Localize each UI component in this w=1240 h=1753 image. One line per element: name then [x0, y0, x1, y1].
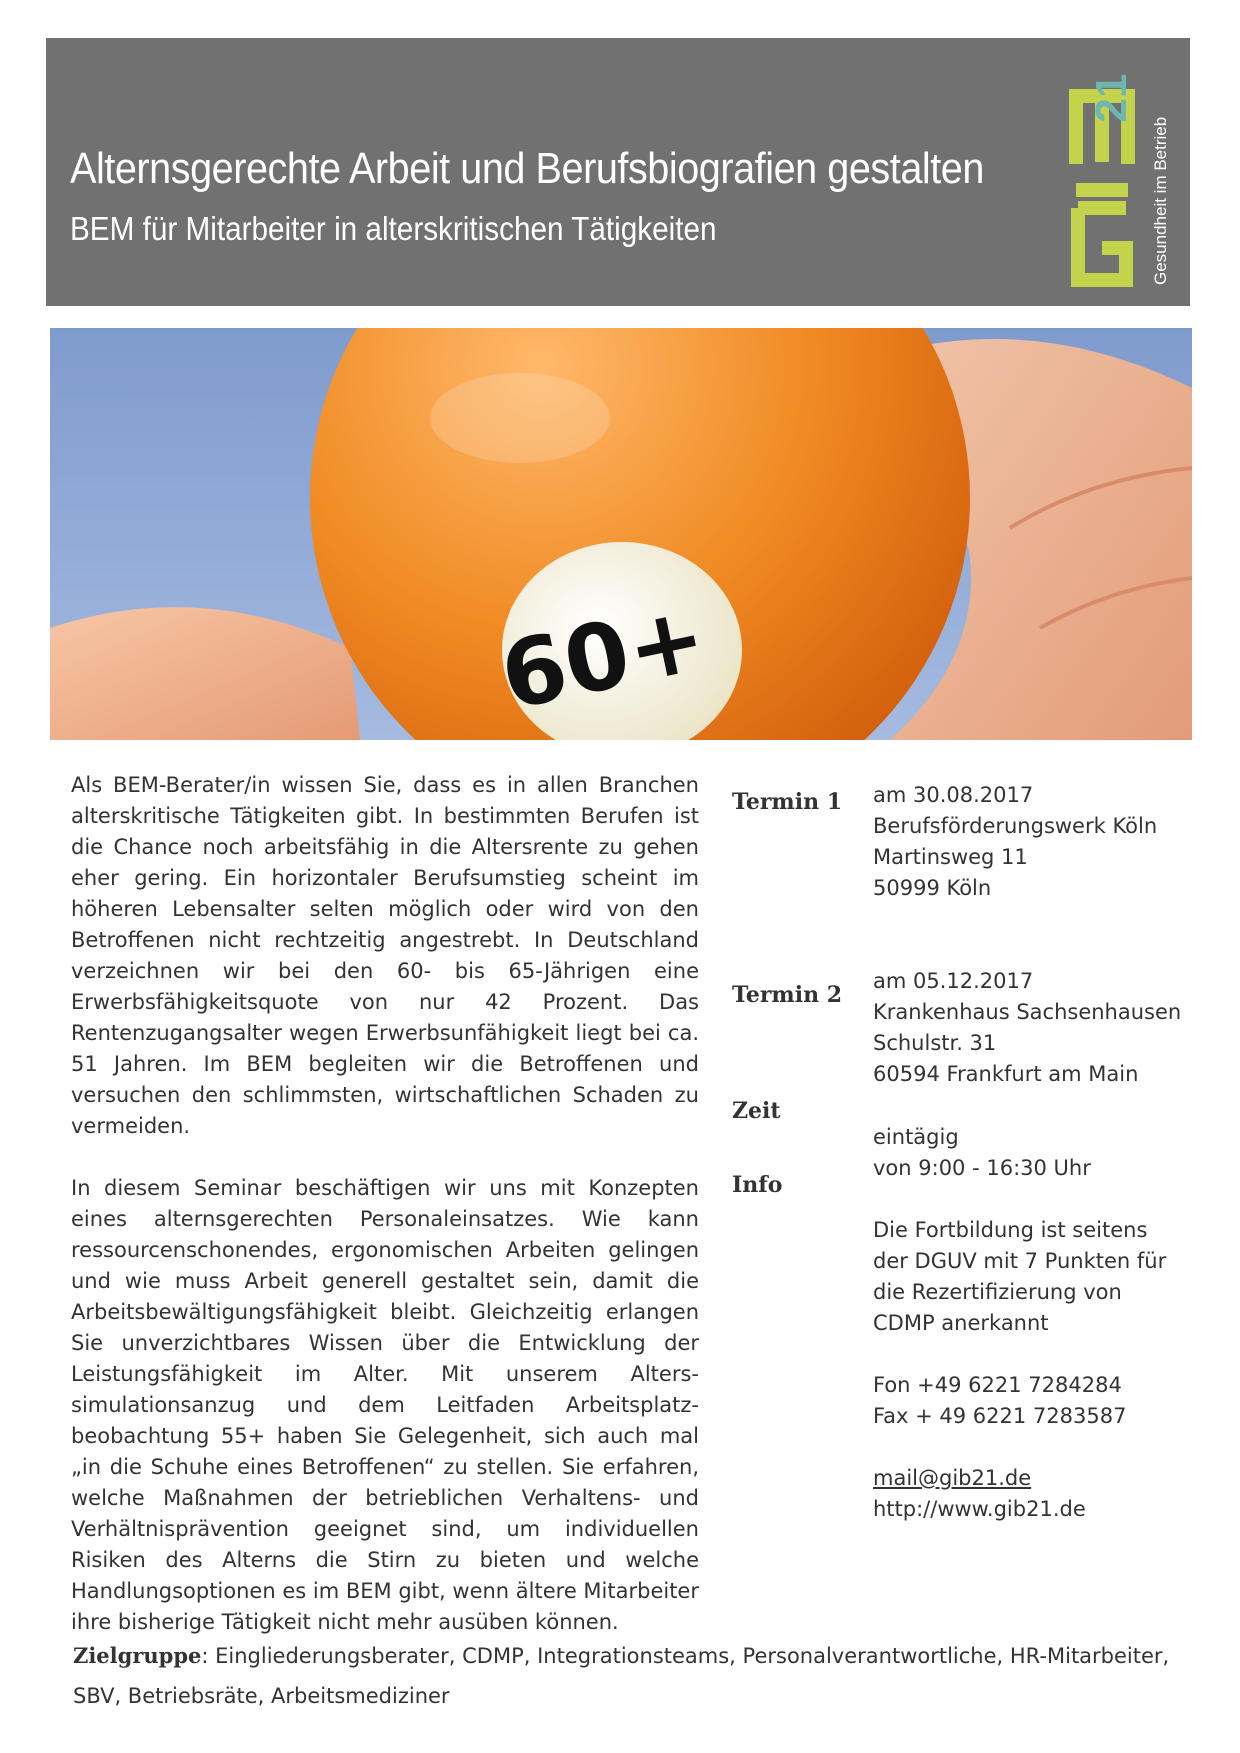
zeit-duration: eintägig [873, 1125, 959, 1149]
page-title: Alternsgerechte Arbeit und Berufsbiografien gestalten [70, 144, 984, 193]
info-line-4: CDMP anerkannt [873, 1311, 1049, 1335]
logo-tagline: Gesundheit im Betrieb [1151, 116, 1170, 285]
description-paragraph-2: In diesem Seminar beschäftigen wir uns mit Konzepten eines alternsgerechten Personaleinsatzes. Wie kann ressourcenschonendes, ergonomischen Arbeiten gelingen und wie muss Arbeit generell gestaltet sein, damit die Arbeitsbewältigungsfähigkeit bleibt. Gleichzeitig erlangen Sie unverzichtbares Wissen über die Entwicklung der Leistungsfähigkeit im Alter. Mit unserem Alterssimulationsanzug und dem Leitfaden Arbeitsplatzbeobachtung 55+ haben Sie Gelegenheit, sich auch mal „in die Schuhe eines Betroffenen“ zu stellen. Sie erfahren, welche Maßnahmen der betrieblichen Verhaltens- und Verhältnisprävention geeignet sind, um individuellen Risiken des Alterns die Stirn zu bieten und welche Handlungsoptionen es im BEM gibt, wenn ältere Mitarbeiter ihre bisherige Tätigkeit nicht mehr ausüben können. [71, 1176, 699, 1634]
fax-number: Fax + 49 6221 7283587 [873, 1404, 1127, 1428]
gib21-logo [1056, 58, 1186, 298]
zeit-label: Zeit [732, 1098, 781, 1124]
ball-label: 60+ [492, 583, 715, 731]
hero-image [50, 328, 1192, 740]
info-line-1: Die Fortbildung ist seitens [873, 1218, 1148, 1242]
email-link[interactable]: mail@gib21.de [873, 1466, 1032, 1490]
website-link[interactable]: http://www.gib21.de [873, 1497, 1086, 1521]
termin2-details [873, 966, 1181, 1090]
termin1-date: am 30.08.2017 [873, 783, 1034, 807]
contact-details [873, 1370, 1126, 1525]
description [71, 770, 699, 1669]
termin2-city: 60594 Frankfurt am Main [873, 1062, 1139, 1086]
description-paragraph-1: Als BEM-Berater/in wissen Sie, dass es in allen Branchen alterskritische Tätigkeiten gibt. In bestimmten Berufen ist die Chance noch arbeitsfähig in die Altersrente zu gehen eher gering. Ein horizontaler Berufsumstieg scheint im höheren Lebensalter selten möglich oder wird von den Betroffenen nicht rechtzeitig angestrebt. In Deutschland verzeichnen wir bei den 60- bis 65-Jährigen eine Erwerbsfähigkeitsquote von nur 42 Prozent. Das Rentenzugangsalter wegen Erwerbsunfähigkeit liegt bei ca. 51 Jahren. Im BEM begleiten wir die Betroffenen und versuchen den schlimmsten, wirtschaftlichen Schaden zu vermeiden. [71, 773, 699, 1138]
info-details [873, 1215, 1166, 1339]
termin1-label: Termin 1 [732, 789, 843, 815]
header-banner [46, 38, 1190, 306]
termin2-street: Schulstr. 31 [873, 1031, 997, 1055]
termin1-street: Martinsweg 11 [873, 845, 1028, 869]
zeit-hours: von 9:00 - 16:30 Uhr [873, 1156, 1091, 1180]
termin1-city: 50999 Köln [873, 876, 992, 900]
target-group-label: Zielgruppe [73, 1643, 202, 1668]
zeit-details [873, 1122, 1091, 1184]
target-group-text: : Eingliederungsberater, CDMP, Integrationsteams, Personalverantwortliche, HR-Mitarbeiter, SBV, Betriebsräte, Arbeitsmediziner [73, 1644, 1170, 1708]
phone-number: Fon +49 6221 7284284 [873, 1373, 1122, 1397]
info-line-3: die Rezertifizierung von [873, 1280, 1122, 1304]
termin1-venue: Berufsförderungswerk Köln [873, 814, 1158, 838]
info-line-2: der DGUV mit 7 Punkten für [873, 1249, 1167, 1273]
target-group [73, 1636, 1173, 1716]
termin2-date: am 05.12.2017 [873, 969, 1034, 993]
termin2-label: Termin 2 [732, 982, 843, 1008]
termin1-details [873, 780, 1157, 904]
page-subtitle: BEM für Mitarbeiter in alterskritischen Tätigkeiten [70, 210, 717, 247]
info-label: Info [732, 1172, 783, 1198]
termin2-venue: Krankenhaus Sachsenhausen [873, 1000, 1182, 1024]
logo-number: 21 [1087, 73, 1136, 123]
